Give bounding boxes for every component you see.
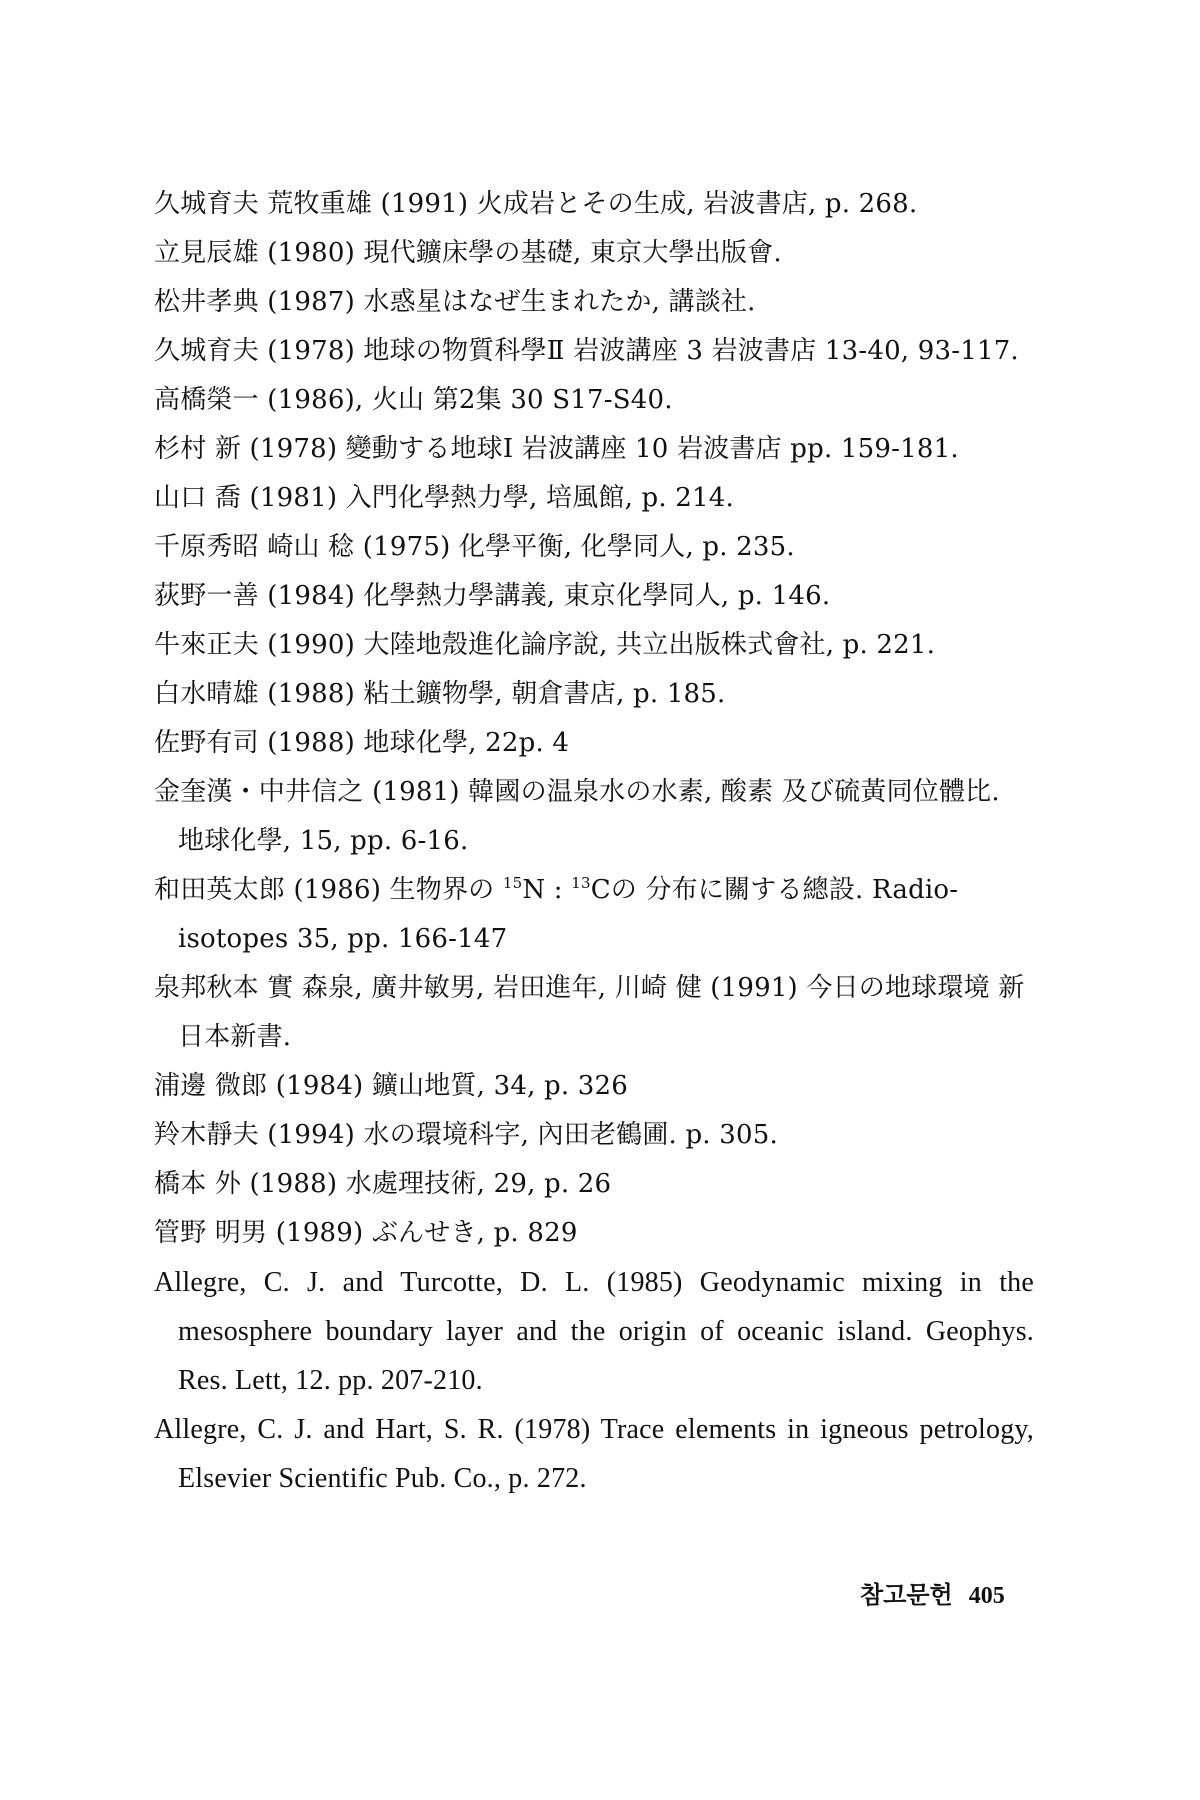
reference-entry: 高橋榮一 (1986), 火山 第2集 30 S17-S40.	[154, 385, 673, 415]
page-footer	[860, 1575, 1005, 1610]
reference-entry: 管野 明男 (1989) ぶんせき, p. 829	[154, 1218, 578, 1248]
reference-entry-isotope	[154, 866, 1034, 964]
reference-entry: 羚木靜夫 (1994) 水の環境科字, 內田老鶴圃. p. 305.	[154, 1120, 778, 1150]
superscript-mass-number: 13	[571, 874, 591, 892]
reference-entry: 山口 喬 (1981) 入門化學熱力學, 培風館, p. 214.	[154, 483, 734, 513]
reference-entry: 松井孝典 (1987) 水惑星はなぜ生まれたか, 講談社.	[154, 287, 756, 317]
reference-entry: 荻野一善 (1984) 化學熱力學講義, 東京化學同人, p. 146.	[154, 581, 831, 611]
reference-text: N :	[522, 875, 572, 905]
reference-entry: 白水晴雄 (1988) 粘土鑛物學, 朝倉書店, p. 185.	[154, 679, 726, 709]
reference-entry: 立見辰雄 (1980) 現代鑛床學の基礎, 東京大學出版會.	[154, 238, 782, 268]
superscript-mass-number: 15	[502, 874, 523, 892]
reference-entry: 佐野有司 (1988) 地球化學, 22p. 4	[154, 728, 570, 758]
reference-text: Cの 分布に關する總設. Radio-isotopes 35, pp. 166-147	[178, 875, 959, 954]
reference-entry: 杉村 新 (1978) 變動する地球Ⅰ 岩波講座 10 岩波書店 pp. 159-181.	[154, 434, 959, 464]
reference-entry: Allegre, C. J. and Turcotte, D. L. (1985) Geodynamic mixing in the mesosphere boundary layer and the origin of oceanic island. Geophys. Res. Lett, 12. pp. 207-210.	[154, 1267, 1034, 1396]
reference-entry: 久城育夫 荒牧重雄 (1991) 火成岩とその生成, 岩波書店, p. 268.	[154, 189, 918, 219]
reference-entry: 泉邦秋本 實 森泉, 廣井敏男, 岩田進年, 川崎 健 (1991) 今日の地球環境 新日本新書.	[154, 973, 1025, 1052]
reference-entry: 牛來正夫 (1990) 大陸地殼進化論序說, 共立出版株式會社, p. 221.	[154, 630, 936, 660]
reference-entry: 千原秀昭 崎山 稔 (1975) 化學平衡, 化學同人, p. 235.	[154, 532, 795, 562]
reference-list	[154, 180, 1034, 1503]
reference-entry: 金奎漢・中井信之 (1981) 韓國の温泉水の水素, 酸素 及び硫黃同位體比. 地球化學, 15, pp. 6-16.	[154, 777, 1000, 856]
reference-entry: Allegre, C. J. and Hart, S. R. (1978) Trace elements in igneous petrology, Elsevier Scientific Pub. Co., p. 272.	[154, 1414, 1034, 1494]
section-title: 참고문헌	[860, 1581, 953, 1609]
reference-text: 和田英太郎 (1986) 生物界の	[154, 875, 503, 905]
reference-entry: 久城育夫 (1978) 地球の物質科學Ⅱ 岩波講座 3 岩波書店 13-40, 93-117.	[154, 336, 1019, 366]
page-number: 405	[968, 1583, 1005, 1609]
reference-entry: 橋本 外 (1988) 水處理技術, 29, p. 26	[154, 1169, 612, 1199]
reference-entry: 浦邊 微郎 (1984) 鑛山地質, 34, p. 326	[154, 1071, 628, 1101]
